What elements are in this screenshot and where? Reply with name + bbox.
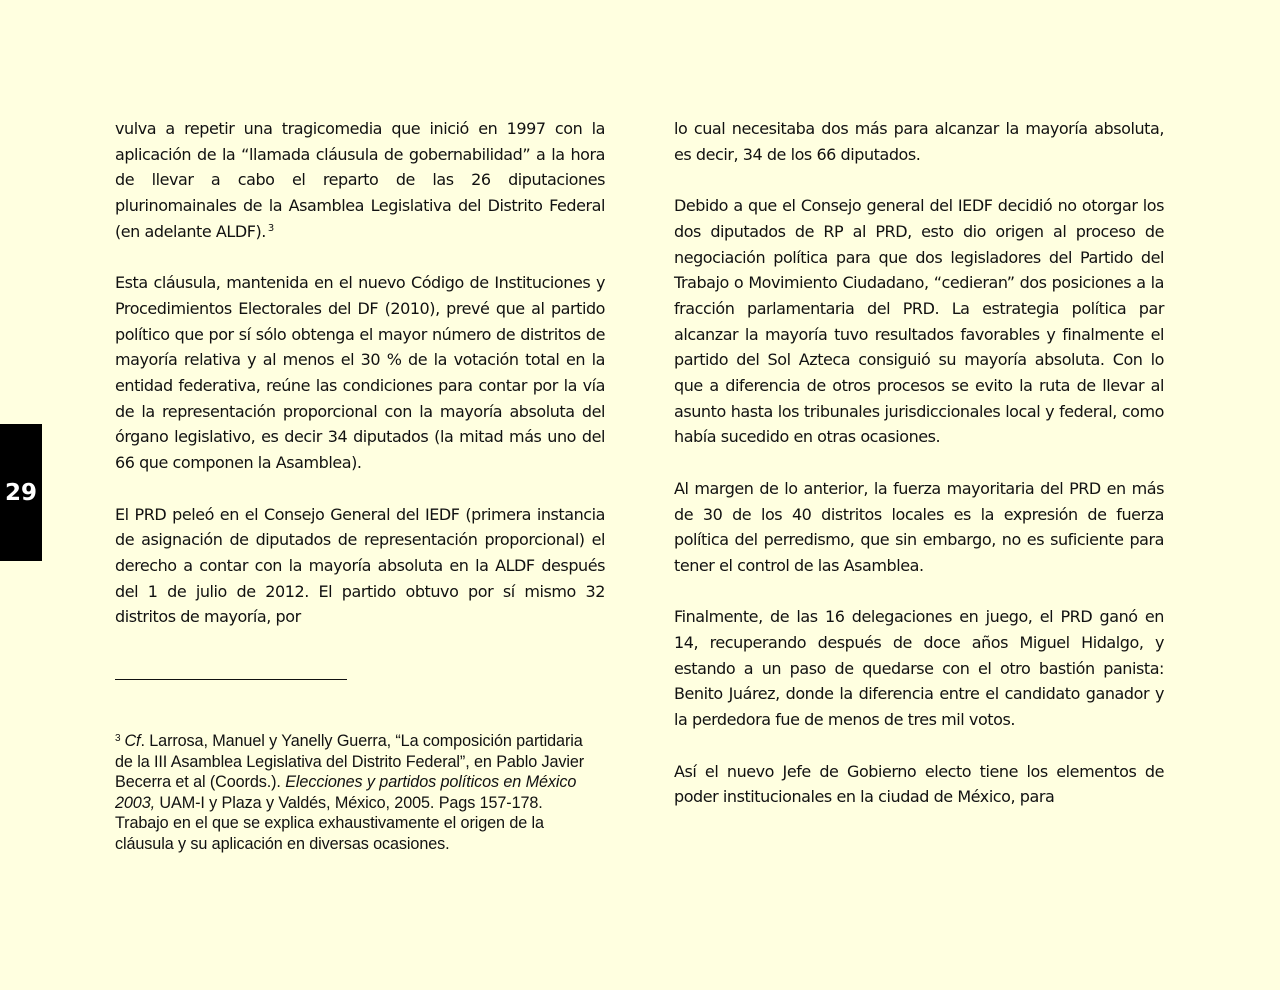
right-paragraph-4: Finalmente, de las 16 delegaciones en juego, el PRD ganó en 14, recuperando después de doce años Miguel Hidalgo, y estando a un paso de quedarse con el otro bastión panista: Benito Juárez, donde la diferencia entre el candidato ganador y la perdedora fue de menos de tres mil votos. [674, 607, 1164, 730]
left-paragraph-1-text: vulva a repetir una tragicomedia que inició en 1997 con la aplicación de la “llamada cláusula de gobernabilidad” a la hora de llevar a cabo el reparto de las 26 diputaciones plurinomainales de la Asamblea Legislativa del Distrito Federal (en adelante ALDF). [115, 119, 605, 241]
left-paragraph-1 [115, 116, 605, 245]
right-paragraph-5: Así el nuevo Jefe de Gobierno electo tiene los elementos de poder institucionales en la ciudad de México, para [674, 761, 1164, 807]
footnote-separator [115, 679, 347, 680]
footnote-text-part1: . Larrosa, Manuel y Yanelly Guerra, “La composición partidaria de la III Asamblea Legislativa del Distrito Federal”, en Pablo Javier Becerra et al (Coords.). [115, 732, 585, 792]
footnote-reference[interactable]: 3 [267, 222, 274, 234]
right-paragraph-1: lo cual necesitaba dos más para alcanzar la mayoría absoluta, es decir, 34 de los 66 diputados. [674, 119, 1164, 164]
footnote-book-title: Elecciones y partidos políticos en México 2003, [115, 773, 577, 812]
left-paragraph-2: Esta cláusula, mantenida en el nuevo Código de Instituciones y Procedimientos Electorales del DF (2010), prevé que al partido político que por sí sólo obtenga el mayor número de distritos de mayoría relativa y al menos el 30 % de la votación total en la entidad federativa, reúne las condiciones para contar por la vía de la representación proporcional con la mayoría absoluta del órgano legislativo, es decir 34 diputados (la mitad más uno del 66 que componen la Asamblea). [115, 273, 605, 473]
page-number: 29 [4, 479, 37, 506]
right-paragraph-3: Al margen de lo anterior, la fuerza mayoritaria del PRD en más de 30 de los 40 distritos locales es la expresión de fuerza política del perredismo, que sin embargo, no es suficiente para tener el control de las Asamblea. [674, 478, 1164, 575]
footnote-cf: Cf [124, 732, 141, 750]
left-paragraph-3: El PRD peleó en el Consejo General del IEDF (primera instancia de asignación de diputados de representación proporcional) el derecho a contar con la mayoría absoluta en la ALDF después del 1 de julio de 2012. El partido obtuvo por sí mismo 32 distritos de mayoría, por [115, 504, 605, 627]
page-number-tab [0, 424, 42, 561]
left-column [115, 116, 605, 630]
footnote-text-part2: UAM-I y Plaza y Valdés, México, 2005. Pags 157-178. Trabajo en el que se explica exhaustivamente el origen de la cláusula y su aplicación en diversas ocasiones. [115, 793, 544, 853]
footnote-number: 3 [115, 733, 121, 744]
footnote [115, 731, 593, 855]
right-paragraph-2: Debido a que el Consejo general del IEDF decidió no otorgar los dos diputados de RP al PRD, esto dio origen al proceso de negociación política para que dos legisladores del Partido del Trabajo o Movimiento Ciudadano, “cedieran” dos posiciones a la fracción parlamentaria del PRD. La estrategia política par alcanzar la mayoría tuvo resultados favorables y finalmente el partido del Sol Azteca consiguió su mayoría absoluta. Con lo que a diferencia de otros procesos se evito la ruta de llevar al asunto hasta los tribunales jurisdiccionales local y federal, como había sucedido en otras ocasiones. [674, 196, 1164, 447]
right-column [674, 116, 1164, 810]
